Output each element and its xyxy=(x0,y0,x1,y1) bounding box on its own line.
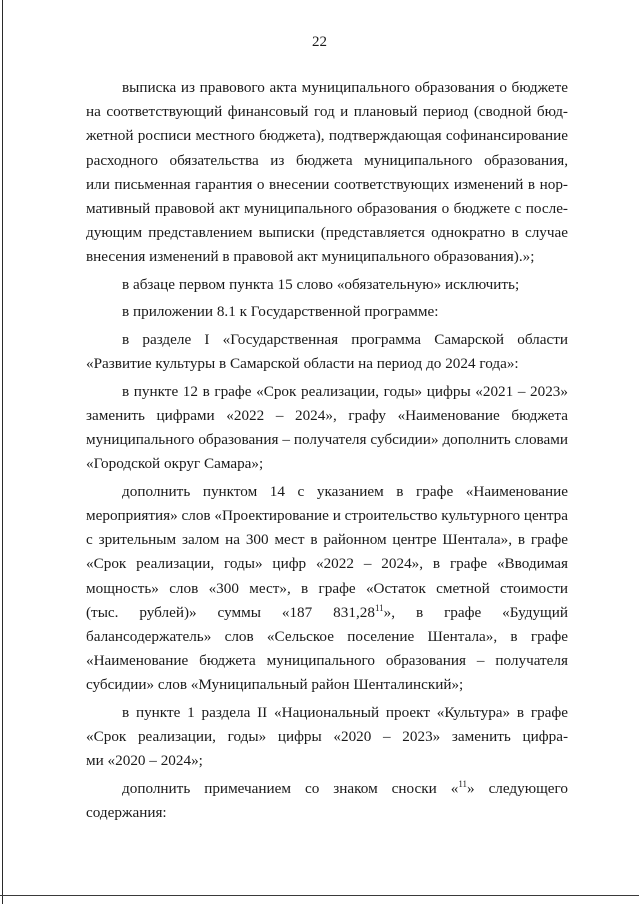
paragraph xyxy=(86,328,568,376)
text-line: заменить цифрами «2022 – 2024», графу «Наименование бюджета xyxy=(86,406,568,424)
text-line: расходного обязательства из бюджета муниципального образования, xyxy=(86,151,568,169)
text-line: в пункте 1 раздела II «Национальный проект «Культура» в графе xyxy=(122,703,568,721)
paragraph xyxy=(86,300,568,324)
text-line: мероприятия» слов «Проектирование и строительство культурного центра xyxy=(86,506,568,524)
scan-bottom-edge xyxy=(0,895,639,896)
text-line: субсидии» слов «Муниципальный район Шенталинский»; xyxy=(86,676,464,694)
text-segment: » следующего xyxy=(467,779,568,797)
text-line: дующим представлением выписки (представляется однократно в случае xyxy=(86,224,568,242)
text-line: в приложении 8.1 к Государственной программе: xyxy=(122,303,439,321)
footnote-marker: 11 xyxy=(374,602,384,613)
paragraph xyxy=(86,380,568,477)
text-line: балансодержатель» слов «Сельское поселение Шентала», в графе xyxy=(86,627,568,645)
text-line: на соответствующий финансовый год и плановый период (сводной бюд- xyxy=(86,103,568,121)
text-line xyxy=(86,777,568,801)
text-line: в разделе I «Государственная программа Самарской области xyxy=(122,330,568,348)
text-line: с зрительным залом на 300 мест в районном центре Шентала», в графе xyxy=(86,531,568,549)
text-line: мощность» слов «300 мест», в графе «Остаток сметной стоимости xyxy=(86,579,568,597)
text-line: в абзаце первом пункта 15 слово «обязательную» исключить; xyxy=(122,275,520,293)
paragraph xyxy=(86,76,568,270)
document-body xyxy=(86,76,568,825)
text-line: «Городской округ Самара»; xyxy=(86,455,264,473)
text-segment: дополнить примечанием со знаком сноски « xyxy=(122,779,459,797)
text-line: внесения изменений в правовой акт муниципального образования).»; xyxy=(86,248,535,266)
text-segment: (тыс. рублей)» суммы «187 831,28 xyxy=(86,603,375,621)
text-line: дополнить пунктом 14 с указанием в графе «Наименование xyxy=(122,482,568,500)
footnote-marker: 11 xyxy=(458,778,467,789)
text-line: мативный правовой акт муниципального образования о бюджете с после- xyxy=(86,200,568,218)
text-line: ми «2020 – 2024»; xyxy=(86,752,203,770)
text-line: или письменная гарантия о внесении соответствующих изменений в нор- xyxy=(86,175,568,193)
text-line: жетной росписи местного бюджета), подтверждающая софинансирование xyxy=(86,127,568,145)
text-line: выписка из правового акта муниципального образования о бюджете xyxy=(122,79,568,96)
paragraph xyxy=(86,273,568,297)
text-line: в пункте 12 в графе «Срок реализации, годы» цифры «2021 – 2023» xyxy=(122,382,568,400)
text-line: «Срок реализации, годы» цифры «2020 – 2023» заменить цифра- xyxy=(86,728,568,746)
text-line: «Срок реализации, годы» цифр «2022 – 2024», в графе «Вводимая xyxy=(86,555,568,573)
scan-left-edge xyxy=(2,0,3,904)
paragraph xyxy=(86,701,568,774)
text-line: содержания: xyxy=(86,803,167,821)
text-line: «Развитие культуры в Самарской области на период до 2024 года»: xyxy=(86,355,519,373)
page-number: 22 xyxy=(312,34,327,50)
paragraph xyxy=(86,777,568,825)
text-line: муниципального образования – получателя субсидии» дополнить словами xyxy=(86,431,568,449)
text-segment: », в графе «Будущий xyxy=(383,603,569,621)
text-line: «Наименование бюджета муниципального образования – получателя xyxy=(86,652,568,670)
paragraph xyxy=(86,480,568,698)
text-line xyxy=(86,601,568,625)
